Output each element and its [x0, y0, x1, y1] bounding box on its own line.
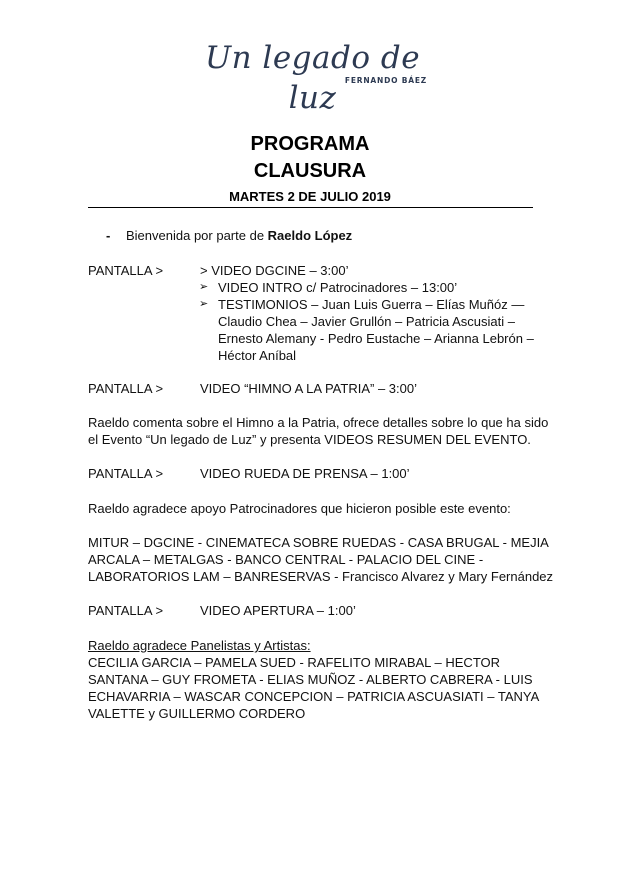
video-apertura: VIDEO APERTURA – 1:00’ — [200, 603, 356, 618]
document-subtitle: CLAUSURA — [253, 160, 367, 182]
sponsors-line: MITUR – DGCINE - CINEMATECA SOBRE RUEDAS - CASA BRUGAL - MEJIA — [88, 535, 549, 550]
paragraph-line: Raeldo comenta sobre el Himno a la Patria, ofrece detalles sobre lo que ha sido — [88, 415, 549, 430]
panelists-heading: Raeldo agradece Panelistas y Artistas: — [88, 638, 311, 653]
sponsors-intro: Raeldo agradece apoyo Patrocinadores que hicieron posible este evento: — [88, 501, 511, 516]
testimonios-line-1: TESTIMONIOS – Juan Luis Guerra – Elías Muñóz — — [218, 297, 525, 312]
welcome-bullet: - — [106, 228, 111, 243]
testimonios-line-3: Ernesto Alemany - Pedro Eustache – Arianna Lebrón – — [218, 331, 534, 346]
pantalla-label-1: PANTALLA > — [88, 263, 164, 278]
sponsors-line: ARCALA – METALGAS - BANCO CENTRAL - PALACIO DEL CINE - — [88, 552, 484, 567]
sponsors-line: LABORATORIOS LAM – BANRESERVAS - Francisco Alvarez y Mary Fernández — [88, 569, 554, 584]
pantalla-label-4: PANTALLA > — [88, 603, 164, 618]
panelists-line: SANTANA – GUY FROMETA - ELIAS MUÑOZ - ALBERTO CABRERA - LUIS — [88, 672, 533, 687]
paragraph-line: el Evento “Un legado de Luz” y presenta VIDEOS RESUMEN DEL EVENTO. — [88, 432, 531, 447]
panelists-line: CECILIA GARCIA – PAMELA SUED - RAFELITO MIRABAL – HECTOR — [88, 655, 501, 670]
logo — [190, 38, 435, 116]
arrow-bullet-icon: ➢ — [199, 298, 209, 310]
logo-script-text: Un legado de luz — [204, 40, 421, 116]
logo-subtitle: FERNANDO BÁEZ — [344, 76, 427, 85]
welcome-name: Raeldo López — [267, 228, 353, 243]
welcome-prefix: Bienvenida por parte de — [126, 228, 265, 243]
document-date: MARTES 2 DE JULIO 2019 — [229, 189, 391, 204]
welcome-line — [126, 227, 352, 244]
testimonios-line-2: Claudio Chea – Javier Grullón – Patricia Ascusiati – — [218, 314, 515, 329]
pantalla-label-2: PANTALLA > — [88, 381, 164, 396]
video-himno: VIDEO “HIMNO A LA PATRIA” – 3:00’ — [200, 381, 417, 396]
pantalla-label-3: PANTALLA > — [88, 466, 164, 481]
document-title: PROGRAMA — [250, 133, 370, 155]
panelists-line: VALETTE y GUILLERMO CORDERO — [88, 706, 306, 721]
video-dgcine: > VIDEO DGCINE – 3:00’ — [200, 263, 349, 278]
video-intro: VIDEO INTRO c/ Patrocinadores – 13:00’ — [218, 280, 458, 295]
header-divider — [88, 207, 533, 208]
testimonios-line-4: Héctor Aníbal — [218, 348, 297, 363]
video-rueda-prensa: VIDEO RUEDA DE PRENSA – 1:00’ — [200, 466, 410, 481]
arrow-bullet-icon: ➢ — [199, 281, 209, 293]
panelists-line: ECHAVARRIA – WASCAR CONCEPCION – PATRICIA ASCUASIATI – TANYA — [88, 689, 540, 704]
